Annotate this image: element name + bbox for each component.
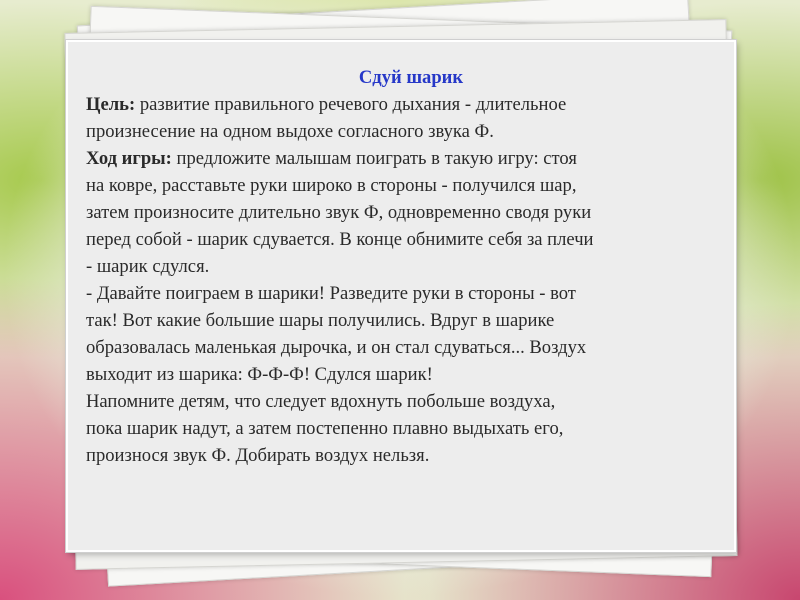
body-line: - шарик сдулся. bbox=[86, 256, 210, 277]
body-line: затем произносите длительно звук Ф, одновременно сводя руки bbox=[86, 202, 592, 223]
game-text: предложите малышам поиграть в такую игру: стоя bbox=[171, 148, 577, 169]
body-line: так! Вот какие большие шары получились. Вдруг в шарике bbox=[86, 310, 555, 331]
body-line: выходит из шарика: Ф-Ф-Ф! Сдулся шарик! bbox=[86, 364, 433, 385]
body-line: произнося звук Ф. Добирать воздух нельзя. bbox=[86, 445, 430, 466]
goal-text: развитие правильного речевого дыхания - длительное bbox=[135, 94, 567, 115]
goal-line: произнесение на одном выдохе согласного звука Ф. bbox=[86, 121, 494, 142]
goal-line bbox=[86, 91, 726, 118]
slide-content bbox=[86, 64, 726, 469]
goal-label: Цель: bbox=[86, 94, 136, 115]
slide-title: Сдуй шарик bbox=[358, 67, 464, 88]
game-label: Ход игры: bbox=[86, 148, 172, 169]
body-line: образовалась маленькая дырочка, и он стал сдуваться... Воздух bbox=[86, 337, 587, 358]
body-line: на ковре, расставьте руки широко в стороны - получился шар, bbox=[86, 175, 577, 196]
body-line: Напомните детям, что следует вдохнуть побольше воздуха, bbox=[86, 391, 556, 412]
game-line bbox=[86, 145, 726, 172]
body-line: перед собой - шарик сдувается. В конце обнимите себя за плечи bbox=[86, 229, 594, 250]
body-line: пока шарик надут, а затем постепенно плавно выдыхать его, bbox=[86, 418, 564, 439]
body-line: - Давайте поиграем в шарики! Разведите руки в стороны - вот bbox=[86, 283, 576, 304]
